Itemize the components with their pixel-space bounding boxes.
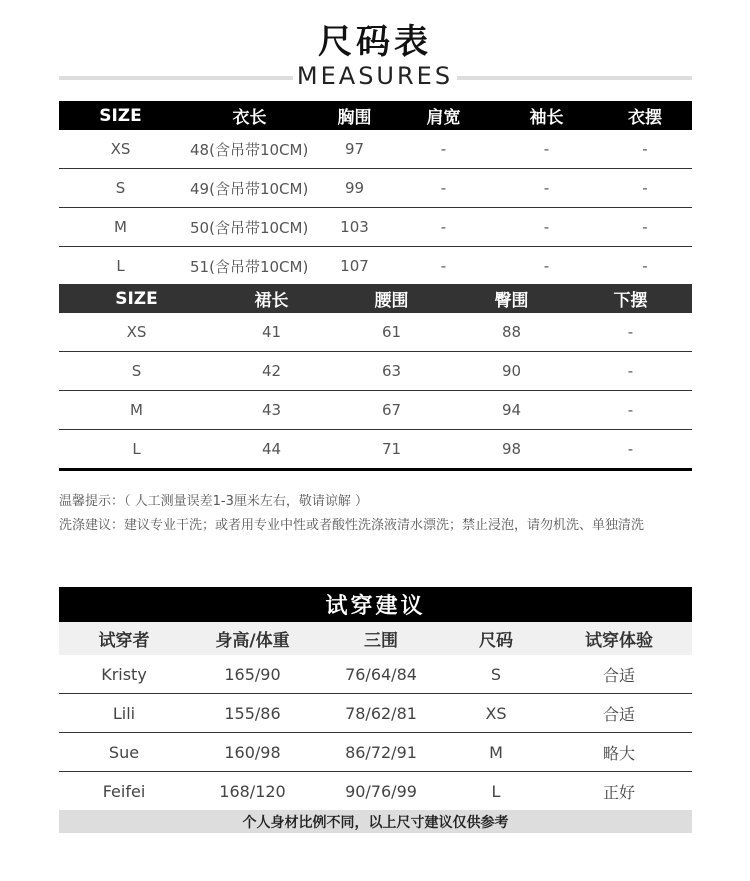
table-footer-row	[59, 810, 692, 833]
column-header: 尺码	[446, 622, 546, 655]
table-cell: -	[495, 169, 598, 208]
column-header: 臀围	[454, 284, 569, 313]
table-cell: 67	[329, 391, 454, 430]
table-cell: 正好	[603, 782, 636, 802]
table-cell: 99	[317, 169, 392, 208]
table-cell: -	[495, 130, 598, 169]
table-header-row	[59, 284, 692, 313]
table-cell: 43	[214, 391, 329, 430]
table-cell: 合适	[546, 655, 692, 694]
table-cell: S	[59, 352, 214, 391]
table-cell: 98	[454, 430, 569, 470]
subtitle-text: MEASURES	[293, 62, 457, 90]
table-cell: L	[59, 247, 182, 286]
table-cell: 90/76/99	[345, 781, 417, 801]
table-cell: -	[598, 169, 692, 208]
table-row	[59, 391, 692, 430]
table-row	[59, 169, 692, 208]
fit-suggestion-table	[59, 587, 692, 833]
column-header: 肩宽	[392, 101, 495, 130]
table-cell: 50(含吊带10CM)	[182, 208, 317, 247]
table-row	[59, 208, 692, 247]
column-header: 下摆	[569, 284, 692, 313]
table-cell: M	[59, 208, 182, 247]
table-cell: 44	[214, 430, 329, 470]
column-header: 胸围	[317, 101, 392, 130]
table-cell: -	[495, 247, 598, 286]
table-row	[59, 694, 692, 733]
column-header: 试穿体验	[546, 622, 692, 655]
table-cell: -	[392, 130, 495, 169]
table-cell: 90	[454, 352, 569, 391]
column-header: 三围	[316, 622, 446, 655]
table-cell: 41	[214, 313, 329, 352]
table-cell: 78/62/81	[316, 694, 446, 733]
table-cell: 略大	[546, 733, 692, 772]
table-cell: L	[491, 781, 501, 801]
table-cell: 76/64/84	[316, 655, 446, 694]
fit-table-caption: 试穿建议	[59, 587, 692, 622]
table-cell: L	[59, 430, 214, 470]
column-header: 衣摆	[598, 101, 692, 130]
page-title: 尺码表	[318, 22, 432, 62]
table-cell: 71	[329, 430, 454, 470]
table-cell: Feifei	[102, 781, 146, 801]
table-cell: 165/90	[189, 655, 316, 694]
table-cell: 107	[317, 247, 392, 286]
table-cell: 97	[317, 130, 392, 169]
table-cell: 160/98	[189, 733, 316, 772]
table-cell: XS	[446, 694, 546, 733]
table-row	[59, 352, 692, 391]
table-row	[59, 772, 692, 811]
table-cell: -	[392, 169, 495, 208]
column-header: SIZE	[59, 284, 214, 313]
table-cell: Lili	[59, 694, 189, 733]
table-cell: 61	[329, 313, 454, 352]
table-row	[59, 247, 692, 286]
table-cell: -	[495, 208, 598, 247]
table-cell: 86/72/91	[316, 733, 446, 772]
table-cell: -	[598, 130, 692, 169]
table-cell: -	[392, 247, 495, 286]
table-cell: 63	[329, 352, 454, 391]
table-cell: 155/86	[189, 694, 316, 733]
column-header: 衣长	[182, 101, 317, 130]
table-cell: 94	[454, 391, 569, 430]
column-header: 身高/体重	[189, 622, 316, 655]
table-cell: -	[569, 313, 692, 352]
table-cell: S	[59, 169, 182, 208]
table-cell: XS	[59, 130, 182, 169]
table-cell: -	[569, 352, 692, 391]
table-cell: 51(含吊带10CM)	[182, 247, 317, 286]
table-cell: -	[392, 208, 495, 247]
table-header-row	[59, 622, 692, 655]
table-cell: 168/120	[219, 781, 286, 801]
table-cell: Sue	[59, 733, 189, 772]
top-size-table	[59, 101, 692, 286]
table-cell: -	[598, 208, 692, 247]
column-header: 试穿者	[59, 622, 189, 655]
table-cell: XS	[59, 313, 214, 352]
table-cell: M	[59, 391, 214, 430]
care-tip: 温馨提示：（ 人工测量误差1-3厘米左右，敬请谅解 ）	[59, 494, 368, 509]
table-cell: 42	[214, 352, 329, 391]
table-header-row	[59, 101, 692, 130]
table-cell: 49(含吊带10CM)	[182, 169, 317, 208]
table-row	[59, 313, 692, 352]
table-row	[59, 733, 692, 772]
table-cell: Kristy	[59, 655, 189, 694]
fit-table-footnote: 个人身材比例不同，以上尺寸建议仅供参考	[59, 810, 692, 833]
table-cell: -	[598, 247, 692, 286]
column-header: 袖长	[495, 101, 598, 130]
column-header: 腰围	[329, 284, 454, 313]
table-cell: -	[569, 430, 692, 470]
column-header: 裙长	[214, 284, 329, 313]
table-row	[59, 130, 692, 169]
table-cell: 88	[454, 313, 569, 352]
table-row	[59, 430, 692, 470]
notes-block	[59, 490, 699, 538]
table-cell: 合适	[546, 694, 692, 733]
page-subtitle	[0, 62, 750, 90]
table-cell: S	[446, 655, 546, 694]
table-cell: -	[569, 391, 692, 430]
table-cell: M	[446, 733, 546, 772]
table-cell: 103	[317, 208, 392, 247]
wash-advice: 洗涤建议：建议专业干洗；或者用专业中性或者酸性洗涤液清水漂洗；禁止浸泡，请勿机洗、单独清洗	[59, 518, 645, 533]
column-header: SIZE	[59, 101, 182, 130]
table-caption-row	[59, 587, 692, 622]
table-row	[59, 655, 692, 694]
table-cell: 48(含吊带10CM)	[182, 130, 317, 169]
skirt-size-table	[59, 284, 692, 471]
